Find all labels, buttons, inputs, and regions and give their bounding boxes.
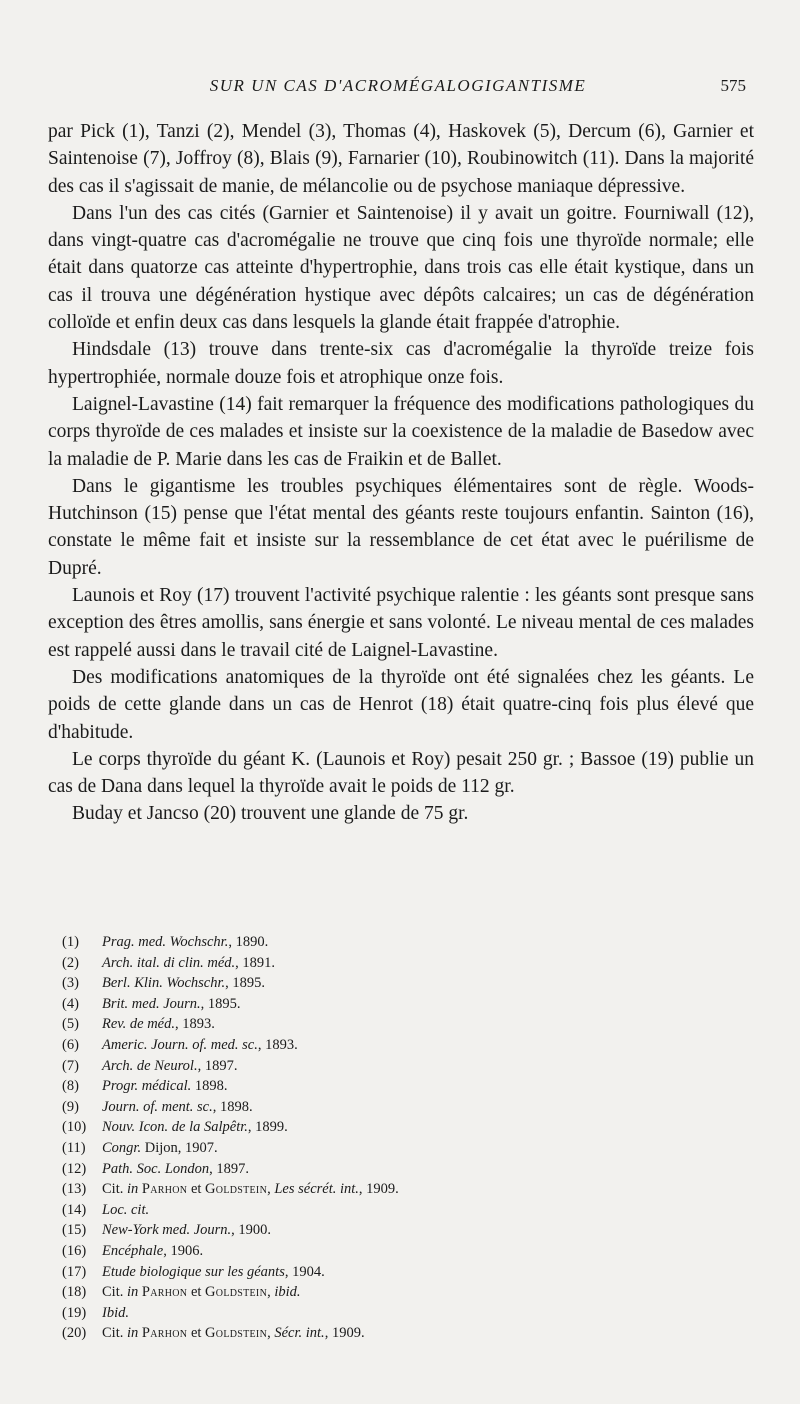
footnote-number: (16): [62, 1242, 87, 1259]
footnote-number: (10): [62, 1119, 87, 1136]
footnote-post: , 1893.: [175, 1016, 215, 1033]
footnote-post: , 1895.: [225, 975, 265, 992]
footnote-pre: Cit.: [102, 1284, 127, 1301]
footnote-ref: Etude biologique sur les géants: [102, 1263, 285, 1280]
footnote-ref: Rev. de méd.: [102, 1016, 175, 1033]
footnote: [62, 1323, 752, 1344]
footnote-number: (18): [62, 1284, 87, 1301]
footnote-ref: New-York med. Journ.: [102, 1222, 232, 1239]
footnote-ref: Prag. med. Wochschr.: [102, 934, 229, 950]
footnote-ref: Americ. Journ. of. med. sc.: [102, 1036, 258, 1053]
footnote-text: [102, 953, 275, 974]
footnote-text: [102, 1241, 203, 1262]
footnote-post: , 1895.: [200, 995, 241, 1012]
paragraph: Hindsdale (13) trouve dans trente-six cas d'acromégalie la thyroïde treize fois hypertrophiée, normale douze fois et atrophique onze fois.: [48, 339, 754, 388]
running-title: SUR UN CAS D'ACROMÉGALOGIGANTISME: [209, 76, 587, 95]
footnote-number: (20): [62, 1325, 87, 1342]
footnote-number: (8): [62, 1078, 79, 1095]
footnote-ref: Arch. de Neurol.: [102, 1057, 198, 1074]
footnote-post: , 1897.: [209, 1160, 250, 1177]
footnote-number: (17): [62, 1263, 87, 1280]
footnote-text: [102, 1200, 149, 1221]
footnote: [62, 1076, 752, 1097]
footnote-post: , 1898.: [212, 1098, 253, 1115]
footnote-ref2: Sécr. int.: [274, 1325, 325, 1342]
footnote: [62, 1262, 752, 1283]
footnote-sc1: Parhon: [141, 1325, 188, 1342]
footnote-text: Cit. in Parhon et Goldstein, Les sécrét. int., 1909.: [102, 1181, 399, 1198]
footnote-ref: Arch. ital. di clin. méd.: [102, 954, 236, 971]
footnote-sc2: Goldstein: [205, 1181, 268, 1198]
footnote-post: , 1893.: [257, 1036, 298, 1053]
footnote: [62, 1303, 752, 1324]
footnote-number: (7): [62, 1057, 79, 1074]
paragraph: Launois et Roy (17) trouvent l'activité psychique ralentie : les géants sont presque sans exception des êtres amollis, sans énergie et sans volonté. Le niveau mental de ces malades est rappelé aussi dans le travail cité de Laignel-Lavastine.: [48, 585, 754, 661]
footnote: [62, 932, 752, 953]
footnote-text: [102, 1303, 129, 1324]
footnote-post: , 1890.: [228, 934, 269, 950]
footnote-post: , 1909.: [324, 1325, 365, 1342]
paragraph: Le corps thyroïde du géant K. (Launois et Roy) pesait 250 gr. ; Bassoe (19) publie un cas de Dana dans lequel la thyroïde avait le poids de 112 gr.: [48, 748, 754, 798]
footnote: [62, 973, 752, 994]
footnote-ref: Path. Soc. London: [102, 1160, 210, 1177]
footnote-ref2: Les sécrét. int.: [274, 1181, 359, 1198]
footnote-text: Cit. in Parhon et Goldstein, ibid.: [102, 1284, 301, 1301]
footnote-pre: Cit.: [102, 1181, 127, 1198]
footnote-text: [102, 1138, 218, 1159]
footnote: [62, 1220, 752, 1241]
footnote-sc1: Parhon: [141, 1181, 188, 1198]
footnote-number: (9): [62, 1098, 79, 1115]
footnote: [62, 1056, 752, 1077]
footnote-number: (1): [62, 934, 79, 950]
footnote: [62, 1138, 752, 1159]
footnote-post: , 1904.: [284, 1263, 325, 1280]
footnote-number: (15): [62, 1222, 87, 1239]
footnote-pre: Cit.: [102, 1325, 127, 1342]
footnote-post: Dijon, 1907.: [141, 1139, 218, 1156]
footnote-number: (13): [62, 1181, 87, 1198]
footnote-ref2: ibid.: [274, 1284, 301, 1301]
footnote: [62, 953, 752, 974]
footnote-number: (3): [62, 975, 79, 992]
footnote-sc2: Goldstein: [205, 1284, 268, 1301]
footnote-post: , 1891.: [235, 954, 276, 971]
footnote-ref: Loc. cit.: [102, 1201, 150, 1218]
footnote-number: (6): [62, 1036, 79, 1053]
footnote-number: (19): [62, 1304, 87, 1321]
footnote: [62, 1035, 752, 1056]
footnote-post: , 1900.: [231, 1222, 272, 1239]
footnote-sc1: Parhon: [141, 1284, 188, 1301]
footnote-text: [102, 1262, 325, 1283]
paragraph: Des modifications anatomiques de la thyroïde ont été signalées chez les géants. Le poids de cette glande dans un cas de Henrot (18) était quatre-cinq fois plus élevé que d'habitude.: [48, 666, 754, 743]
page-header: [48, 76, 748, 102]
footnote-mid: et: [187, 1181, 206, 1198]
footnote-mid: et: [187, 1284, 206, 1301]
footnote-post: , 1909.: [358, 1181, 399, 1198]
paragraph: Dans l'un des cas cités (Garnier et Saintenoise) il y avait un goitre. Fourniwall (12), dans vingt-quatre cas d'acromégalie ne trouve que cinq fois une thyroïde normale; elle était dans quatorze cas atteinte d'hypertrophie, dans trois cas elle était kystique, dans un cas il trouva une dégénération hystique avec dépôts calcaires; un cas de dégénération colloïde et enfin deux cas dans lesquels la glande était frappée d'atrophie.: [48, 202, 754, 334]
footnote-text: [102, 1220, 271, 1241]
paragraph: Dans le gigantisme les troubles psychiques élémentaires sont de règle. Woods-Hutchinson (15) pense que l'état mental des géants reste toujours enfantin. Sainton (16), constate le même fait et insiste sur la ressemblance de cet état avec le puérilisme de Dupré.: [48, 475, 754, 579]
footnote: [62, 1200, 752, 1221]
footnote-post: , 1906.: [163, 1242, 204, 1259]
footnote-number: (12): [62, 1160, 87, 1177]
footnote-ref: Berl. Klin. Wochschr.: [102, 975, 226, 992]
footnotes-list: [62, 932, 752, 1344]
footnote-text: [102, 1117, 288, 1138]
paragraph: Buday et Jancso (20) trouvent une glande de 75 gr.: [72, 803, 469, 825]
footnote-text: [102, 994, 241, 1015]
footnote: [62, 1179, 752, 1200]
footnote-post: , 1899.: [247, 1119, 288, 1136]
footnote-number: (2): [62, 954, 79, 971]
footnote: [62, 994, 752, 1015]
footnote-text: [102, 1076, 228, 1097]
footnote-mid: et: [187, 1325, 206, 1342]
footnote-post: , 1897.: [197, 1057, 238, 1074]
footnote-ref: Journ. of. ment. sc.: [102, 1098, 213, 1115]
footnote-it: in: [126, 1181, 139, 1198]
footnote-sc2: Goldstein: [205, 1325, 268, 1342]
footnote: [62, 1117, 752, 1138]
footnote-ref: Ibid.: [102, 1304, 129, 1321]
footnote: [62, 1282, 752, 1303]
footnote: [62, 1159, 752, 1180]
page-number: 575: [720, 76, 746, 95]
footnote-ref: Congr.: [102, 1139, 142, 1156]
paragraph: Laignel-Lavastine (14) fait remarquer la fréquence des modifications pathologiques du corps thyroïde de ces malades et insiste sur la coexistence de la maladie de Basedow avec la maladie de P. Marie dans les cas de Fraikin et de Ballet.: [48, 393, 754, 470]
footnote-number: (4): [62, 995, 79, 1012]
footnote-text: Cit. in Parhon et Goldstein, Sécr. int., 1909.: [102, 1325, 365, 1342]
footnote-text: [102, 973, 265, 994]
footnote-text: [102, 1014, 215, 1035]
footnote-ref: Brit. med. Journ.: [102, 995, 201, 1012]
footnote-post: 1898.: [191, 1078, 228, 1095]
footnote-it: in: [126, 1325, 139, 1342]
footnote-ref: Nouv. Icon. de la Salpêtr.: [102, 1119, 248, 1136]
footnote-ref: Progr. médical.: [102, 1078, 192, 1095]
body-text: [48, 118, 754, 828]
footnote: [62, 1014, 752, 1035]
footnote-text: [102, 1035, 298, 1056]
footnote-text: [102, 932, 268, 953]
footnote-number: (5): [62, 1016, 79, 1033]
footnote-text: [102, 1056, 237, 1077]
footnote: [62, 1097, 752, 1118]
footnote: [62, 1241, 752, 1262]
footnote-text: [102, 1159, 249, 1180]
paragraph: par Pick (1), Tanzi (2), Mendel (3), Thomas (4), Haskovek (5), Dercum (6), Garnier et Saintenoise (7), Joffroy (8), Blais (9), Farnarier (10), Roubinowitch (11). Dans la majorité des cas il s'agissait de manie, de mélancolie ou de psychose maniaque dépressive.: [48, 121, 754, 197]
footnote-text: [102, 1097, 253, 1118]
footnote-number: (11): [62, 1139, 86, 1156]
footnote-it: in: [126, 1284, 139, 1301]
footnote-ref: Encéphale: [102, 1242, 164, 1259]
footnote-number: (14): [62, 1201, 87, 1218]
